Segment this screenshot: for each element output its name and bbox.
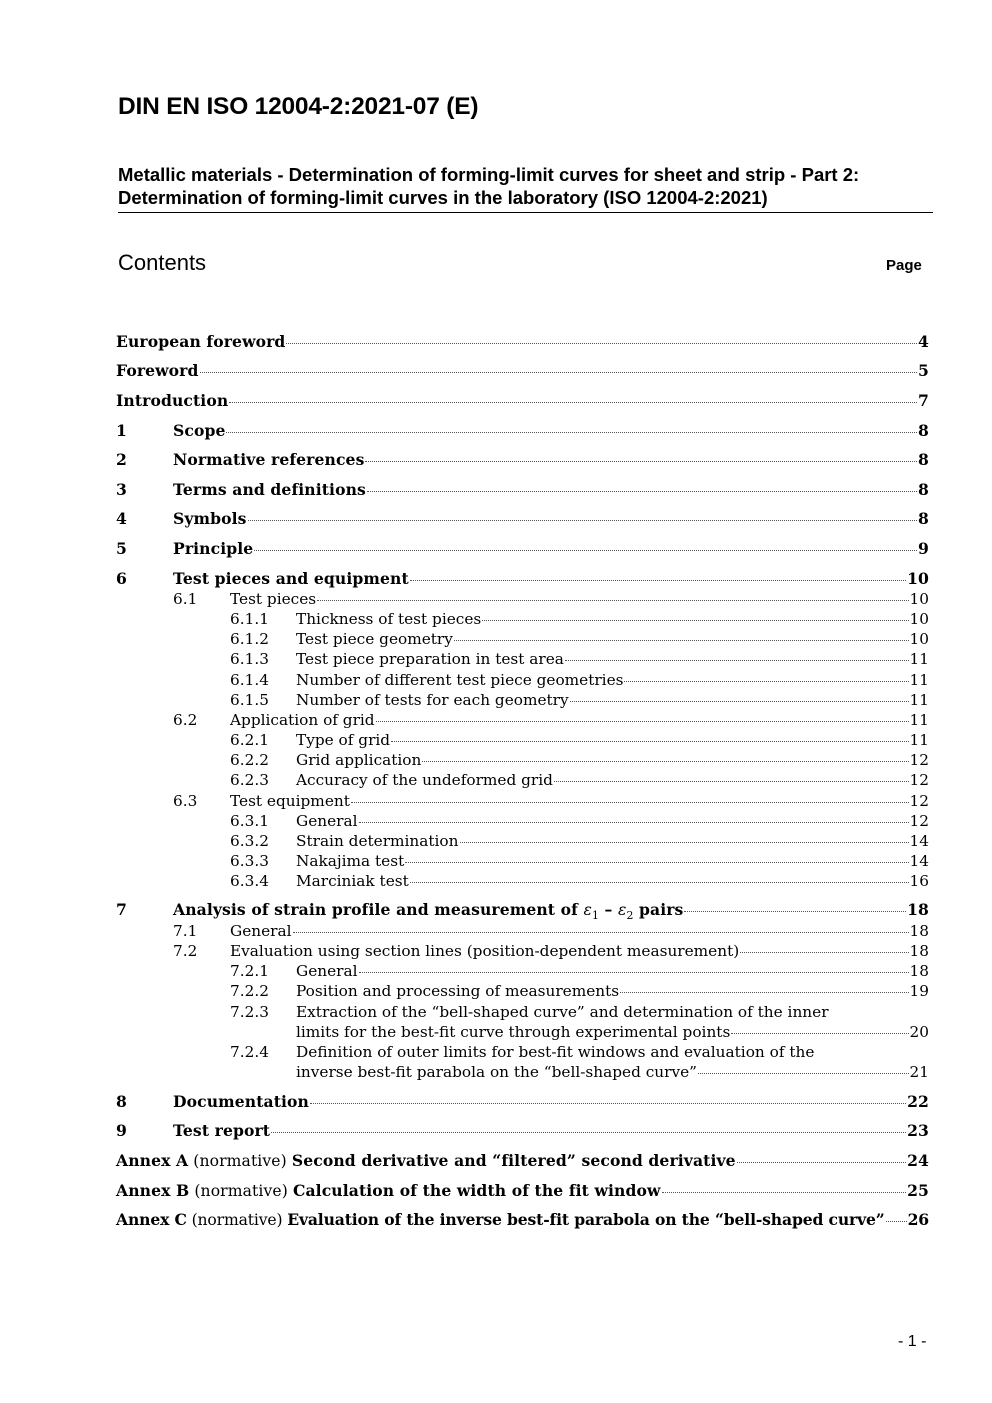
toc-entry-6-3-4[interactable] (116, 872, 929, 890)
epsilon-symbol: ε (583, 901, 592, 919)
toc-page: 11 (909, 650, 929, 668)
toc-number: 6.1.5 (230, 691, 269, 709)
toc-page: 24 (907, 1151, 929, 1170)
dot-leader (254, 550, 917, 551)
dot-leader (367, 491, 917, 492)
toc-entry-1[interactable] (116, 421, 929, 440)
dot-leader (662, 1192, 907, 1193)
toc-page: 10 (909, 610, 929, 628)
subscript-1: 1 (591, 909, 599, 923)
toc-page: 18 (909, 922, 929, 940)
toc-page: 7 (918, 391, 929, 410)
toc-title: Evaluation using section lines (position-dependent measurement) (230, 942, 740, 960)
toc-number: 6.1 (173, 590, 198, 608)
toc-number: 6.1.1 (230, 610, 269, 628)
toc-title: Accuracy of the undeformed grid (296, 771, 553, 789)
toc-number: 7.2.1 (230, 962, 269, 980)
toc-title-line-2: inverse best-fit parabola on the “bell-shaped curve” (296, 1063, 697, 1081)
toc-number: 6.3.3 (230, 852, 269, 870)
toc-page: 10 (909, 590, 929, 608)
toc-number: 4 (116, 509, 127, 528)
dot-leader (454, 640, 909, 641)
toc-title: General (230, 922, 292, 940)
toc-entry-7-2-2[interactable] (116, 982, 929, 1000)
toc-title: Principle (173, 539, 254, 558)
toc-page: 18 (909, 942, 929, 960)
toc-title: Test piece preparation in test area (296, 650, 564, 668)
dot-leader (248, 520, 918, 521)
toc-page: 5 (918, 361, 929, 380)
annex-normative: (normative) (186, 1211, 288, 1229)
toc-title: Type of grid (296, 731, 391, 749)
toc-title: Thickness of test pieces (296, 610, 482, 628)
toc-entry-7-2-4[interactable] (116, 1043, 929, 1061)
toc-page: 14 (909, 852, 929, 870)
toc-page: 25 (907, 1181, 929, 1200)
dot-leader (200, 372, 918, 373)
toc-title (173, 900, 683, 922)
dot-leader (684, 911, 906, 912)
toc-title: Introduction (116, 391, 229, 410)
toc-title: Test pieces (230, 590, 317, 608)
minus-sign: – (599, 900, 618, 919)
toc-title: Test pieces and equipment (173, 569, 409, 588)
toc-title: Test piece geometry (296, 630, 453, 648)
dot-leader (317, 600, 908, 601)
dot-leader (391, 741, 908, 742)
toc-number: 5 (116, 539, 127, 558)
toc-page: 4 (918, 332, 929, 351)
toc-entry-4[interactable] (116, 509, 929, 528)
toc-number: 6.3 (173, 792, 198, 810)
toc-title: Nakajima test (296, 852, 405, 870)
toc-entry-7-2-4-continued[interactable] (116, 1063, 929, 1081)
dot-leader (410, 580, 906, 581)
document-title: DIN EN ISO 12004-2:2021-07 (E) (118, 93, 479, 120)
toc-number: 2 (116, 450, 127, 469)
toc-title: Symbols (173, 509, 247, 528)
dot-leader (376, 721, 909, 722)
dot-leader (226, 432, 917, 433)
dot-leader (365, 461, 917, 462)
dot-leader (271, 1132, 906, 1133)
subtitle-line-1: Metallic materials - Determination of forming-limit curves for sheet and strip - Part 2: (118, 164, 860, 185)
annex-normative: (normative) (189, 1182, 293, 1200)
toc-entry-6-3-1[interactable] (116, 812, 929, 830)
dot-leader (482, 620, 908, 621)
toc-title (116, 1210, 885, 1229)
epsilon-symbol: ε (617, 901, 627, 919)
toc-title: Terms and definitions (173, 480, 366, 499)
toc-entry-5[interactable] (116, 539, 929, 558)
toc-number: 7.2.3 (230, 1003, 269, 1021)
page-column-heading: Page (886, 257, 922, 274)
dot-leader (886, 1221, 907, 1222)
toc-entry-7-1[interactable] (116, 922, 929, 940)
dot-leader (351, 802, 909, 803)
dot-leader (293, 932, 909, 933)
toc-title-line-1: Definition of outer limits for best-fit windows and evaluation of the (296, 1043, 815, 1061)
toc-page: 14 (909, 832, 929, 850)
toc-entry-6-2-3[interactable] (116, 771, 929, 789)
toc-number: 6.2.1 (230, 731, 269, 749)
toc-entry-6[interactable] (116, 569, 929, 588)
toc-page: 8 (918, 509, 929, 528)
toc-title: Number of different test piece geometries (296, 671, 624, 689)
toc-title: Normative references (173, 450, 365, 469)
toc-page: 18 (909, 962, 929, 980)
toc-number: 6.1.3 (230, 650, 269, 668)
toc-entry-european-foreword[interactable] (116, 332, 929, 351)
toc-number: 6.3.1 (230, 812, 269, 830)
toc-entry-6-2-2[interactable] (116, 751, 929, 769)
toc-page: 22 (907, 1092, 929, 1111)
contents-heading: Contents (118, 250, 207, 275)
document-subtitle (118, 163, 933, 213)
toc-title: Number of tests for each geometry (296, 691, 569, 709)
toc-title: Position and processing of measurements (296, 982, 620, 1000)
toc-title: Marciniak test (296, 872, 409, 890)
toc-entry-foreword[interactable] (116, 361, 929, 380)
toc-number: 7.2 (173, 942, 198, 960)
toc-entry-2[interactable] (116, 450, 929, 469)
toc-title: General (296, 812, 358, 830)
toc-title: Test report (173, 1121, 271, 1140)
toc-number: 7.2.2 (230, 982, 269, 1000)
toc-entry-6-1-1[interactable] (116, 610, 929, 628)
toc-page: 9 (918, 539, 929, 558)
dot-leader (310, 1103, 906, 1104)
dot-leader (620, 992, 908, 993)
dot-leader (731, 1033, 908, 1034)
dot-leader (410, 882, 909, 883)
toc-title: Test equipment (230, 792, 350, 810)
toc-number: 7.1 (173, 922, 198, 940)
toc-entry-7-2[interactable] (116, 942, 929, 960)
toc-entry-7[interactable] (116, 900, 929, 922)
dot-leader (565, 660, 909, 661)
annex-label: Annex A (116, 1151, 189, 1170)
toc-number: 7 (116, 900, 127, 919)
toc-entry-6-3-2[interactable] (116, 832, 929, 850)
toc-title-line-2: limits for the best-fit curve through experimental points (296, 1023, 731, 1041)
toc-title-text: Analysis of strain profile and measurement of (173, 900, 584, 919)
toc-page: 26 (907, 1210, 929, 1229)
toc-entry-6-3-3[interactable] (116, 852, 929, 870)
toc-entry-6-3[interactable] (116, 792, 929, 810)
toc-title: Application of grid (230, 711, 375, 729)
toc-page: 12 (909, 812, 929, 830)
toc-page: 8 (918, 480, 929, 499)
toc-page: 12 (909, 792, 929, 810)
toc-entry-6-1-4[interactable] (116, 671, 929, 689)
dot-leader (554, 781, 909, 782)
toc-page: 12 (909, 751, 929, 769)
toc-title: Foreword (116, 361, 199, 380)
toc-entry-introduction[interactable] (116, 391, 929, 410)
toc-entry-9[interactable] (116, 1121, 929, 1140)
toc-entry-annex-c[interactable] (116, 1210, 929, 1229)
toc-page: 10 (909, 630, 929, 648)
toc-entry-6-1[interactable] (116, 590, 929, 608)
toc-page: 11 (909, 691, 929, 709)
toc-number: 6.2.2 (230, 751, 269, 769)
toc-title (116, 1151, 736, 1170)
dot-leader (359, 822, 909, 823)
toc-entry-7-2-1[interactable] (116, 962, 929, 980)
toc-title-suffix: pairs (633, 900, 684, 919)
toc-title: Scope (173, 421, 226, 440)
toc-page: 20 (909, 1023, 929, 1041)
toc-entry-7-2-3[interactable] (116, 1003, 929, 1021)
dot-leader (698, 1073, 909, 1074)
toc-number: 6.3.2 (230, 832, 269, 850)
toc-page: 16 (909, 872, 929, 890)
toc-title-line-1: Extraction of the “bell-shaped curve” and determination of the inner (296, 1003, 829, 1021)
toc-page: 10 (907, 569, 929, 588)
page-number: - 1 - (898, 1333, 927, 1350)
toc-title: Documentation (173, 1092, 309, 1111)
toc-number: 6.1.4 (230, 671, 269, 689)
toc-title: General (296, 962, 358, 980)
toc-page: 8 (918, 421, 929, 440)
toc-entry-7-2-3-continued[interactable] (116, 1023, 929, 1041)
toc-entry-annex-a[interactable] (116, 1151, 929, 1170)
toc-number: 1 (116, 421, 127, 440)
subscript-2: 2 (626, 909, 634, 923)
dot-leader (286, 343, 917, 344)
toc-title: Grid application (296, 751, 422, 769)
toc-number: 6.2.3 (230, 771, 269, 789)
annex-title: Calculation of the width of the fit window (292, 1181, 661, 1200)
toc-number: 6.1.2 (230, 630, 269, 648)
toc-page: 19 (909, 982, 929, 1000)
toc-number: 6.2 (173, 711, 198, 729)
toc-page: 11 (909, 671, 929, 689)
dot-leader (570, 701, 909, 702)
toc-number: 6 (116, 569, 127, 588)
dot-leader (422, 761, 908, 762)
annex-label: Annex C (116, 1210, 187, 1229)
toc-title: Strain determination (296, 832, 459, 850)
toc-entry-3[interactable] (116, 480, 929, 499)
toc-page: 11 (909, 731, 929, 749)
toc-entry-annex-b[interactable] (116, 1181, 929, 1200)
annex-label: Annex B (116, 1181, 190, 1200)
dot-leader (737, 1162, 906, 1163)
dot-leader (405, 862, 908, 863)
toc-page: 11 (909, 711, 929, 729)
toc-page: 18 (907, 900, 929, 919)
toc-entry-6-2[interactable] (116, 711, 929, 729)
toc-number: 6.3.4 (230, 872, 269, 890)
dot-leader (359, 972, 909, 973)
toc-number: 9 (116, 1121, 127, 1140)
dot-leader (740, 952, 908, 953)
toc-entry-6-1-2[interactable] (116, 630, 929, 648)
subtitle-line-2: Determination of forming-limit curves in the laboratory (ISO 12004-2:2021) (118, 187, 768, 208)
toc-entry-8[interactable] (116, 1092, 929, 1111)
toc-number: 8 (116, 1092, 127, 1111)
toc-number: 7.2.4 (230, 1043, 269, 1061)
toc-entry-6-2-1[interactable] (116, 731, 929, 749)
toc-number: 3 (116, 480, 127, 499)
toc-entry-6-1-3[interactable] (116, 650, 929, 668)
toc-page: 23 (907, 1121, 929, 1140)
annex-title: Second derivative and “filtered” second derivative (291, 1151, 736, 1170)
dot-leader (460, 842, 909, 843)
toc-page: 12 (909, 771, 929, 789)
dot-leader (229, 402, 917, 403)
toc-entry-6-1-5[interactable] (116, 691, 929, 709)
toc-page: 8 (918, 450, 929, 469)
toc-page: 21 (909, 1063, 929, 1081)
toc-title (116, 1181, 661, 1200)
dot-leader (624, 681, 908, 682)
toc-title: European foreword (116, 332, 286, 351)
annex-normative: (normative) (188, 1152, 292, 1170)
annex-title: Evaluation of the inverse best-fit parabola on the “bell-shaped curve” (287, 1210, 885, 1229)
